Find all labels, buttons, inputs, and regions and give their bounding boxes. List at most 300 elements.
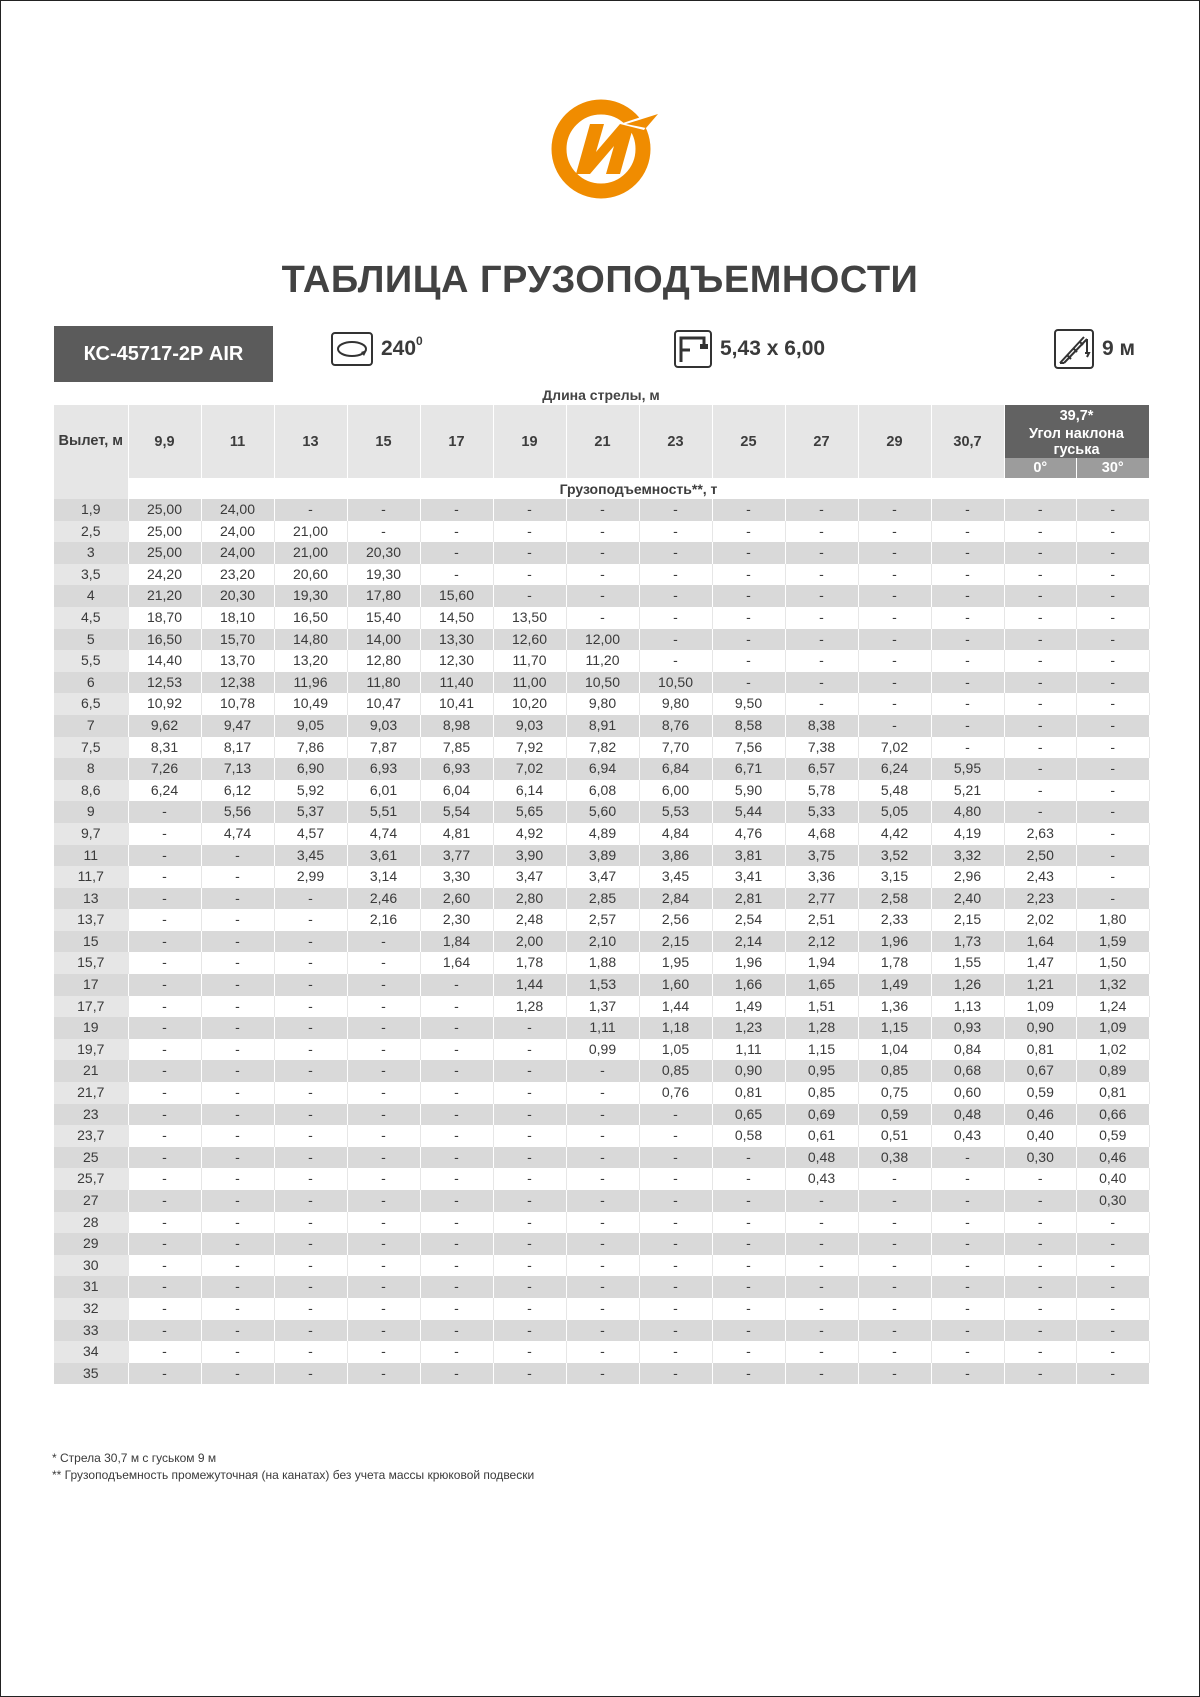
capacity-cell: - — [566, 1168, 639, 1190]
capacity-cell: 4,81 — [420, 823, 493, 845]
capacity-cell: 9,03 — [347, 715, 420, 737]
table-row — [54, 801, 1149, 823]
table-row — [54, 974, 1149, 996]
radius-cell: 23,7 — [54, 1125, 128, 1147]
radius-cell: 23 — [54, 1104, 128, 1126]
table-row — [54, 780, 1149, 802]
capacity-cell: - — [785, 521, 858, 543]
capacity-cell: 1,18 — [639, 1017, 712, 1039]
capacity-cell: - — [931, 521, 1004, 543]
capacity-cell: - — [347, 931, 420, 953]
capacity-cell: 11,96 — [274, 672, 347, 694]
capacity-cell: 4,89 — [566, 823, 639, 845]
capacity-cell: - — [420, 499, 493, 521]
capacity-cell: - — [1004, 564, 1077, 586]
capacity-cell: - — [1077, 758, 1150, 780]
capacity-cell: - — [639, 607, 712, 629]
capacity-cell: 3,15 — [858, 866, 931, 888]
capacity-cell: 1,66 — [712, 974, 785, 996]
capacity-cell: - — [274, 909, 347, 931]
capacity-cell: 0,68 — [931, 1060, 1004, 1082]
capacity-cell: - — [274, 1298, 347, 1320]
capacity-cell: 6,24 — [128, 780, 201, 802]
capacity-cell: 7,92 — [493, 737, 566, 759]
jib-length-header: 39,7* — [1004, 405, 1149, 426]
capacity-cell: - — [274, 499, 347, 521]
capacity-cell: - — [493, 1168, 566, 1190]
capacity-cell: 2,77 — [785, 888, 858, 910]
capacity-cell: 0,67 — [1004, 1060, 1077, 1082]
capacity-cell: 0,95 — [785, 1060, 858, 1082]
capacity-cell: 0,81 — [712, 1082, 785, 1104]
capacity-cell: 2,54 — [712, 909, 785, 931]
capacity-cell: - — [1004, 1190, 1077, 1212]
capacity-cell: - — [712, 1363, 785, 1385]
capacity-cell: - — [1077, 1276, 1150, 1298]
capacity-cell: - — [420, 1233, 493, 1255]
capacity-cell: - — [566, 1060, 639, 1082]
capacity-cell: - — [201, 1320, 274, 1342]
capacity-cell: 9,80 — [639, 693, 712, 715]
capacity-cell: - — [931, 1168, 1004, 1190]
capacity-cell: - — [347, 1363, 420, 1385]
capacity-cell: 1,78 — [493, 952, 566, 974]
boom-length-header: 29 — [858, 405, 931, 478]
capacity-cell: 21,00 — [274, 542, 347, 564]
capacity-cell: 2,40 — [931, 888, 1004, 910]
capacity-cell: - — [858, 693, 931, 715]
capacity-cell: - — [1077, 1233, 1150, 1255]
capacity-cell: - — [1004, 1276, 1077, 1298]
capacity-cell: 9,80 — [566, 693, 639, 715]
capacity-cell: - — [201, 1082, 274, 1104]
capacity-cell: - — [274, 888, 347, 910]
capacity-cell: - — [493, 1233, 566, 1255]
capacity-cell: - — [201, 1190, 274, 1212]
capacity-cell: 7,02 — [493, 758, 566, 780]
capacity-cell: - — [712, 564, 785, 586]
capacity-cell: - — [128, 952, 201, 974]
capacity-cell: - — [785, 1255, 858, 1277]
capacity-cell: - — [785, 1341, 858, 1363]
capacity-cell: 7,56 — [712, 737, 785, 759]
capacity-cell: - — [566, 1255, 639, 1277]
capacity-cell: - — [1077, 866, 1150, 888]
capacity-cell: - — [931, 715, 1004, 737]
capacity-cell: 3,45 — [639, 866, 712, 888]
capacity-cell: 24,00 — [201, 542, 274, 564]
capacity-cell: - — [931, 629, 1004, 651]
capacity-cell: - — [347, 1190, 420, 1212]
radius-cell: 4,5 — [54, 607, 128, 629]
capacity-cell: - — [785, 499, 858, 521]
capacity-cell: 3,77 — [420, 845, 493, 867]
capacity-cell: - — [858, 1276, 931, 1298]
capacity-cell: 10,50 — [639, 672, 712, 694]
capacity-cell: 5,37 — [274, 801, 347, 823]
jib-angle-header: 30° — [1077, 458, 1150, 478]
capacity-cell: 24,20 — [128, 564, 201, 586]
capacity-cell: - — [785, 607, 858, 629]
capacity-cell: - — [785, 1276, 858, 1298]
capacity-cell: - — [858, 715, 931, 737]
table-row — [54, 1060, 1149, 1082]
capacity-cell: 1,96 — [858, 931, 931, 953]
capacity-cell: 1,32 — [1077, 974, 1150, 996]
capacity-cell: - — [347, 1341, 420, 1363]
capacity-cell: - — [858, 1255, 931, 1277]
capacity-cell: - — [858, 499, 931, 521]
radius-cell: 25,7 — [54, 1168, 128, 1190]
table-row — [54, 1104, 1149, 1126]
capacity-cell: - — [639, 1298, 712, 1320]
capacity-cell: - — [420, 1125, 493, 1147]
capacity-cell: - — [274, 1212, 347, 1234]
capacity-cell: - — [858, 1341, 931, 1363]
capacity-cell: - — [128, 931, 201, 953]
rotation-spec — [331, 326, 423, 372]
capacity-cell: - — [858, 1363, 931, 1385]
table-row — [54, 758, 1149, 780]
capacity-cell: - — [201, 1276, 274, 1298]
radius-cell: 27 — [54, 1190, 128, 1212]
capacity-cell: - — [274, 1276, 347, 1298]
table-row — [54, 952, 1149, 974]
capacity-cell: 4,76 — [712, 823, 785, 845]
table-row — [54, 1255, 1149, 1277]
outrigger-spec — [674, 326, 825, 372]
capacity-cell: 6,08 — [566, 780, 639, 802]
capacity-cell: 16,50 — [274, 607, 347, 629]
capacity-cell: - — [493, 1147, 566, 1169]
capacity-cell: - — [858, 542, 931, 564]
capacity-cell: - — [639, 1147, 712, 1169]
capacity-cell: - — [785, 585, 858, 607]
capacity-cell: - — [639, 629, 712, 651]
capacity-cell: - — [1077, 629, 1150, 651]
capacity-cell: - — [420, 1190, 493, 1212]
capacity-cell: 5,53 — [639, 801, 712, 823]
header-row — [54, 405, 1149, 426]
table-row — [54, 1212, 1149, 1234]
capacity-cell: 7,82 — [566, 737, 639, 759]
capacity-cell: - — [420, 564, 493, 586]
capacity-cell: 1,94 — [785, 952, 858, 974]
capacity-cell: - — [931, 737, 1004, 759]
capacity-cell: 11,20 — [566, 650, 639, 672]
capacity-cell: 1,49 — [712, 996, 785, 1018]
capacity-cell: - — [201, 1147, 274, 1169]
capacity-cell: 1,95 — [639, 952, 712, 974]
capacity-cell: - — [274, 1039, 347, 1061]
table-row — [54, 693, 1149, 715]
capacity-cell: - — [712, 1233, 785, 1255]
capacity-cell: - — [712, 585, 785, 607]
capacity-cell: 14,00 — [347, 629, 420, 651]
footnote-capacity: ** Грузоподъемность промежуточная (на канатах) без учета массы крюковой подвески — [52, 1468, 535, 1482]
capacity-cell: - — [201, 1060, 274, 1082]
capacity-cell: 1,23 — [712, 1017, 785, 1039]
capacity-cell: - — [858, 1190, 931, 1212]
radius-cell: 33 — [54, 1320, 128, 1342]
capacity-cell: 12,80 — [347, 650, 420, 672]
model-label — [54, 326, 273, 382]
capacity-cell: - — [639, 1104, 712, 1126]
table-body — [54, 499, 1149, 1384]
capacity-cell: - — [1004, 1363, 1077, 1385]
capacity-cell: - — [493, 1082, 566, 1104]
capacity-cell: - — [347, 1298, 420, 1320]
capacity-cell: 16,50 — [128, 629, 201, 651]
capacity-cell: 1,88 — [566, 952, 639, 974]
capacity-cell: 0,81 — [1004, 1039, 1077, 1061]
capacity-cell: 1,04 — [858, 1039, 931, 1061]
capacity-cell: 25,00 — [128, 521, 201, 543]
capacity-cell: - — [201, 974, 274, 996]
capacity-cell: 12,30 — [420, 650, 493, 672]
capacity-cell: 3,52 — [858, 845, 931, 867]
capacity-cell: - — [201, 952, 274, 974]
boom-length-header: 9,9 — [128, 405, 201, 478]
capacity-cell: 6,90 — [274, 758, 347, 780]
capacity-cell: 7,02 — [858, 737, 931, 759]
capacity-cell: 1,28 — [493, 996, 566, 1018]
capacity-cell: - — [712, 1147, 785, 1169]
capacity-cell: - — [639, 1212, 712, 1234]
table-row — [54, 1363, 1149, 1385]
capacity-cell: - — [1004, 499, 1077, 521]
capacity-cell: 10,49 — [274, 693, 347, 715]
radius-cell: 11 — [54, 845, 128, 867]
capacity-cell: - — [201, 888, 274, 910]
capacity-cell: 5,51 — [347, 801, 420, 823]
boom-length-header: 15 — [347, 405, 420, 478]
capacity-cell: - — [712, 1255, 785, 1277]
capacity-cell: 0,40 — [1004, 1125, 1077, 1147]
capacity-cell: - — [420, 1320, 493, 1342]
capacity-cell: 1,26 — [931, 974, 1004, 996]
capacity-cell: 1,55 — [931, 952, 1004, 974]
capacity-cell: 0,46 — [1077, 1147, 1150, 1169]
capacity-cell: - — [128, 801, 201, 823]
radius-cell: 5 — [54, 629, 128, 651]
capacity-cell: - — [347, 1104, 420, 1126]
capacity-cell: - — [639, 1190, 712, 1212]
capacity-cell: - — [639, 521, 712, 543]
capacity-cell: - — [201, 1255, 274, 1277]
capacity-cell: - — [931, 607, 1004, 629]
capacity-cell: - — [931, 650, 1004, 672]
capacity-cell: - — [566, 1212, 639, 1234]
capacity-cell: 0,85 — [785, 1082, 858, 1104]
capacity-cell: - — [712, 607, 785, 629]
capacity-cell: - — [128, 888, 201, 910]
capacity-cell: 5,54 — [420, 801, 493, 823]
capacity-cell: - — [639, 1363, 712, 1385]
capacity-cell: - — [128, 1082, 201, 1104]
capacity-cell: - — [639, 1125, 712, 1147]
capacity-cell: - — [347, 1276, 420, 1298]
capacity-cell: - — [274, 974, 347, 996]
capacity-cell: - — [347, 499, 420, 521]
capacity-cell: - — [1004, 801, 1077, 823]
boom-length-caption: Длина стрелы, м — [542, 387, 660, 403]
capacity-cell: - — [712, 499, 785, 521]
table-row — [54, 1168, 1149, 1190]
capacity-cell: - — [639, 1233, 712, 1255]
capacity-cell: - — [785, 1363, 858, 1385]
capacity-cell: - — [566, 564, 639, 586]
capacity-cell: - — [1077, 521, 1150, 543]
radius-cell: 1,9 — [54, 499, 128, 521]
table-row — [54, 1233, 1149, 1255]
capacity-cell: 2,58 — [858, 888, 931, 910]
radius-cell: 29 — [54, 1233, 128, 1255]
capacity-cell: - — [931, 1255, 1004, 1277]
capacity-cell: 19,30 — [274, 585, 347, 607]
table-row — [54, 585, 1149, 607]
capacity-cell: - — [712, 1168, 785, 1190]
capacity-cell: 13,30 — [420, 629, 493, 651]
capacity-cell: 4,84 — [639, 823, 712, 845]
capacity-cell: - — [712, 1276, 785, 1298]
capacity-cell: - — [347, 1147, 420, 1169]
capacity-cell: - — [201, 1298, 274, 1320]
capacity-cell: - — [128, 1147, 201, 1169]
capacity-cell: - — [1004, 1233, 1077, 1255]
capacity-cell: 13,70 — [201, 650, 274, 672]
capacity-cell: 1,65 — [785, 974, 858, 996]
capacity-cell: - — [1004, 758, 1077, 780]
capacity-cell: - — [493, 1320, 566, 1342]
capacity-cell: 17,80 — [347, 585, 420, 607]
capacity-cell: 5,33 — [785, 801, 858, 823]
capacity-cell: - — [712, 650, 785, 672]
capacity-cell: - — [493, 1190, 566, 1212]
capacity-cell: - — [931, 499, 1004, 521]
radius-cell: 6 — [54, 672, 128, 694]
jib-value: 9 м — [1102, 337, 1136, 360]
capacity-cell: - — [1077, 1341, 1150, 1363]
capacity-cell: 1,60 — [639, 974, 712, 996]
capacity-cell: 9,50 — [712, 693, 785, 715]
capacity-cell: - — [1077, 672, 1150, 694]
capacity-cell: - — [1004, 693, 1077, 715]
radius-cell: 2,5 — [54, 521, 128, 543]
capacity-cell: 14,80 — [274, 629, 347, 651]
capacity-cell: - — [785, 1190, 858, 1212]
capacity-cell: 2,12 — [785, 931, 858, 953]
capacity-cell: - — [1004, 1298, 1077, 1320]
capacity-cell: - — [420, 1104, 493, 1126]
capacity-cell: 1,28 — [785, 1017, 858, 1039]
capacity-cell: 9,62 — [128, 715, 201, 737]
capacity-cell: 24,00 — [201, 521, 274, 543]
capacity-cell: 12,60 — [493, 629, 566, 651]
capacity-cell: - — [128, 1255, 201, 1277]
capacity-cell: 7,87 — [347, 737, 420, 759]
capacity-cell: 21,20 — [128, 585, 201, 607]
capacity-cell: - — [639, 1255, 712, 1277]
capacity-cell: - — [566, 1233, 639, 1255]
capacity-cell: 11,80 — [347, 672, 420, 694]
boom-length-header: 25 — [712, 405, 785, 478]
load-capacity-table — [54, 405, 1150, 1384]
capacity-cell: 6,93 — [420, 758, 493, 780]
capacity-cell: - — [639, 1320, 712, 1342]
capacity-cell: 0,58 — [712, 1125, 785, 1147]
capacity-cell: - — [858, 1212, 931, 1234]
capacity-cell: 2,85 — [566, 888, 639, 910]
capacity-cell: 0,76 — [639, 1082, 712, 1104]
table-row — [54, 672, 1149, 694]
capacity-cell: - — [931, 1320, 1004, 1342]
capacity-cell: - — [493, 542, 566, 564]
capacity-cell: - — [347, 1212, 420, 1234]
capacity-cell: 12,38 — [201, 672, 274, 694]
capacity-cell: - — [1077, 1298, 1150, 1320]
capacity-cell: - — [420, 1276, 493, 1298]
capacity-cell: 2,50 — [1004, 845, 1077, 867]
capacity-cell: - — [420, 996, 493, 1018]
capacity-cell: - — [493, 1298, 566, 1320]
capacity-cell: 4,19 — [931, 823, 1004, 845]
capacity-cell: - — [931, 1147, 1004, 1169]
capacity-cell: - — [931, 672, 1004, 694]
radius-cell: 34 — [54, 1341, 128, 1363]
capacity-cell: - — [201, 909, 274, 931]
capacity-cell: - — [712, 1190, 785, 1212]
capacity-cell: - — [566, 1298, 639, 1320]
capacity-cell: - — [493, 521, 566, 543]
capacity-cell: - — [347, 1320, 420, 1342]
capacity-cell: 1,44 — [639, 996, 712, 1018]
rotation-degrees: 240 — [381, 337, 417, 360]
jib-angle-caption: Угол наклона гуська — [1004, 426, 1149, 458]
capacity-cell: - — [274, 952, 347, 974]
capacity-cell: 1,53 — [566, 974, 639, 996]
capacity-cell: - — [128, 909, 201, 931]
capacity-cell: - — [858, 521, 931, 543]
capacity-cell: - — [1004, 1212, 1077, 1234]
capacity-cell: - — [566, 1341, 639, 1363]
capacity-cell: 5,90 — [712, 780, 785, 802]
radius-cell: 11,7 — [54, 866, 128, 888]
capacity-cell: 6,00 — [639, 780, 712, 802]
capacity-cell: - — [566, 521, 639, 543]
capacity-cell: 8,98 — [420, 715, 493, 737]
capacity-cell: 2,33 — [858, 909, 931, 931]
table-row — [54, 1298, 1149, 1320]
capacity-cell: 11,00 — [493, 672, 566, 694]
capacity-cell: 1,50 — [1077, 952, 1150, 974]
capacity-cell: 13,20 — [274, 650, 347, 672]
capacity-cell: 1,24 — [1077, 996, 1150, 1018]
capacity-cell: 2,43 — [1004, 866, 1077, 888]
rotation-value — [381, 334, 423, 361]
capacity-cell: - — [201, 1017, 274, 1039]
rotation-unit: 0 — [416, 334, 423, 348]
capacity-cell: - — [1004, 1255, 1077, 1277]
capacity-cell: 7,26 — [128, 758, 201, 780]
capacity-cell: - — [858, 1320, 931, 1342]
capacity-cell: - — [493, 1212, 566, 1234]
capacity-cell: - — [201, 1168, 274, 1190]
capacity-cell: 10,41 — [420, 693, 493, 715]
jib-icon — [1054, 329, 1094, 369]
radius-cell: 21 — [54, 1060, 128, 1082]
table-row — [54, 650, 1149, 672]
